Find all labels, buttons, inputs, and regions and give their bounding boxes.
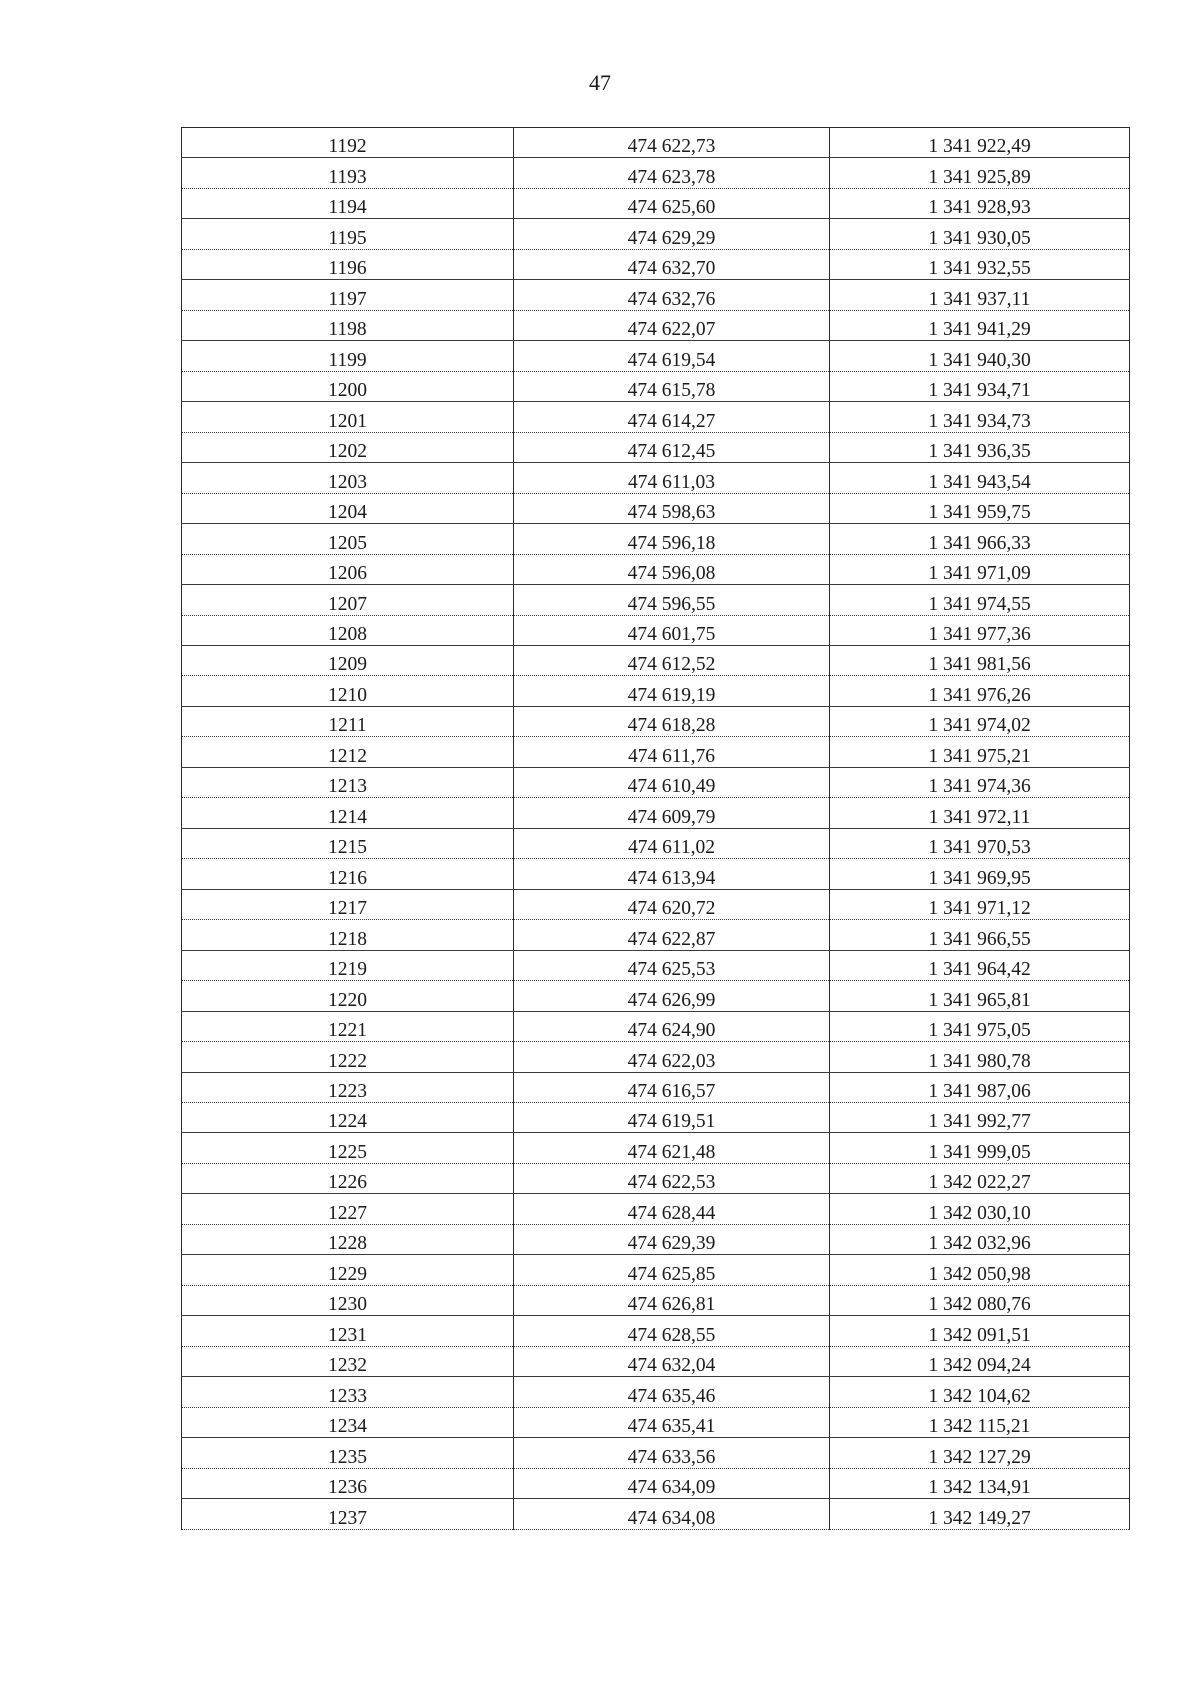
y-coordinate-cell: 1 341 959,75 [830, 493, 1130, 523]
x-coordinate-cell: 474 622,07 [514, 310, 830, 340]
y-coordinate-cell: 1 341 928,93 [830, 188, 1130, 218]
point-number-cell: 1225 [182, 1133, 514, 1163]
y-coordinate-cell: 1 341 999,05 [830, 1133, 1130, 1163]
table-row [182, 767, 1130, 797]
x-coordinate-cell: 474 633,56 [514, 1438, 830, 1468]
table-row [182, 1163, 1130, 1193]
y-coordinate-cell: 1 341 970,53 [830, 828, 1130, 858]
y-coordinate-cell: 1 341 940,30 [830, 341, 1130, 371]
x-coordinate-cell: 474 626,81 [514, 1285, 830, 1315]
x-coordinate-cell: 474 616,57 [514, 1072, 830, 1102]
x-coordinate-cell: 474 609,79 [514, 798, 830, 828]
table-row [182, 554, 1130, 584]
y-coordinate-cell: 1 341 937,11 [830, 280, 1130, 310]
x-coordinate-cell: 474 615,78 [514, 371, 830, 401]
y-coordinate-cell: 1 341 992,77 [830, 1103, 1130, 1133]
point-number-cell: 1235 [182, 1438, 514, 1468]
point-number-cell: 1208 [182, 615, 514, 645]
point-number-cell: 1213 [182, 767, 514, 797]
y-coordinate-cell: 1 342 022,27 [830, 1163, 1130, 1193]
x-coordinate-cell: 474 635,46 [514, 1377, 830, 1407]
table-row [182, 128, 1130, 158]
y-coordinate-cell: 1 341 980,78 [830, 1042, 1130, 1072]
table-row [182, 1103, 1130, 1133]
x-coordinate-cell: 474 632,70 [514, 249, 830, 279]
point-number-cell: 1232 [182, 1346, 514, 1376]
x-coordinate-cell: 474 622,03 [514, 1042, 830, 1072]
table-row [182, 585, 1130, 615]
x-coordinate-cell: 474 611,76 [514, 737, 830, 767]
point-number-cell: 1229 [182, 1255, 514, 1285]
point-number-cell: 1218 [182, 920, 514, 950]
y-coordinate-cell: 1 342 115,21 [830, 1407, 1130, 1437]
point-number-cell: 1195 [182, 219, 514, 249]
x-coordinate-cell: 474 624,90 [514, 1011, 830, 1041]
y-coordinate-cell: 1 341 971,09 [830, 554, 1130, 584]
table-row [182, 463, 1130, 493]
point-number-cell: 1199 [182, 341, 514, 371]
table-row [182, 1499, 1130, 1529]
table-row [182, 1316, 1130, 1346]
table-row [182, 676, 1130, 706]
table-row [182, 1042, 1130, 1072]
point-number-cell: 1212 [182, 737, 514, 767]
x-coordinate-cell: 474 629,39 [514, 1224, 830, 1254]
y-coordinate-cell: 1 341 932,55 [830, 249, 1130, 279]
point-number-cell: 1205 [182, 524, 514, 554]
y-coordinate-cell: 1 341 925,89 [830, 158, 1130, 188]
table-row [182, 981, 1130, 1011]
table-row [182, 280, 1130, 310]
table-row [182, 889, 1130, 919]
point-number-cell: 1202 [182, 432, 514, 462]
x-coordinate-cell: 474 620,72 [514, 889, 830, 919]
y-coordinate-cell: 1 341 965,81 [830, 981, 1130, 1011]
table-row [182, 249, 1130, 279]
y-coordinate-cell: 1 342 050,98 [830, 1255, 1130, 1285]
table-row [182, 158, 1130, 188]
x-coordinate-cell: 474 626,99 [514, 981, 830, 1011]
table-row [182, 1438, 1130, 1468]
point-number-cell: 1210 [182, 676, 514, 706]
x-coordinate-cell: 474 632,76 [514, 280, 830, 310]
x-coordinate-cell: 474 596,55 [514, 585, 830, 615]
coordinates-table-body [182, 128, 1130, 1530]
x-coordinate-cell: 474 619,19 [514, 676, 830, 706]
y-coordinate-cell: 1 341 934,71 [830, 371, 1130, 401]
x-coordinate-cell: 474 629,29 [514, 219, 830, 249]
point-number-cell: 1223 [182, 1072, 514, 1102]
y-coordinate-cell: 1 341 964,42 [830, 950, 1130, 980]
y-coordinate-cell: 1 342 030,10 [830, 1194, 1130, 1224]
table-row [182, 219, 1130, 249]
x-coordinate-cell: 474 622,73 [514, 128, 830, 158]
point-number-cell: 1237 [182, 1499, 514, 1529]
y-coordinate-cell: 1 341 974,02 [830, 706, 1130, 736]
y-coordinate-cell: 1 342 080,76 [830, 1285, 1130, 1315]
point-number-cell: 1233 [182, 1377, 514, 1407]
point-number-cell: 1231 [182, 1316, 514, 1346]
x-coordinate-cell: 474 611,02 [514, 828, 830, 858]
x-coordinate-cell: 474 598,63 [514, 493, 830, 523]
point-number-cell: 1216 [182, 859, 514, 889]
table-row [182, 1407, 1130, 1437]
point-number-cell: 1234 [182, 1407, 514, 1437]
table-row [182, 706, 1130, 736]
x-coordinate-cell: 474 634,08 [514, 1499, 830, 1529]
coordinates-table [181, 127, 1130, 1530]
point-number-cell: 1217 [182, 889, 514, 919]
y-coordinate-cell: 1 341 936,35 [830, 432, 1130, 462]
x-coordinate-cell: 474 619,51 [514, 1103, 830, 1133]
table-row [182, 920, 1130, 950]
x-coordinate-cell: 474 613,94 [514, 859, 830, 889]
y-coordinate-cell: 1 342 134,91 [830, 1468, 1130, 1498]
y-coordinate-cell: 1 341 987,06 [830, 1072, 1130, 1102]
x-coordinate-cell: 474 612,52 [514, 645, 830, 675]
table-row [182, 371, 1130, 401]
point-number-cell: 1227 [182, 1194, 514, 1224]
y-coordinate-cell: 1 341 941,29 [830, 310, 1130, 340]
x-coordinate-cell: 474 628,44 [514, 1194, 830, 1224]
point-number-cell: 1224 [182, 1103, 514, 1133]
table-row [182, 1072, 1130, 1102]
x-coordinate-cell: 474 610,49 [514, 767, 830, 797]
x-coordinate-cell: 474 611,03 [514, 463, 830, 493]
point-number-cell: 1203 [182, 463, 514, 493]
x-coordinate-cell: 474 618,28 [514, 706, 830, 736]
point-number-cell: 1196 [182, 249, 514, 279]
point-number-cell: 1214 [182, 798, 514, 828]
point-number-cell: 1198 [182, 310, 514, 340]
point-number-cell: 1194 [182, 188, 514, 218]
y-coordinate-cell: 1 341 975,21 [830, 737, 1130, 767]
point-number-cell: 1222 [182, 1042, 514, 1072]
x-coordinate-cell: 474 625,60 [514, 188, 830, 218]
y-coordinate-cell: 1 341 971,12 [830, 889, 1130, 919]
x-coordinate-cell: 474 619,54 [514, 341, 830, 371]
x-coordinate-cell: 474 601,75 [514, 615, 830, 645]
table-row [182, 828, 1130, 858]
point-number-cell: 1211 [182, 706, 514, 736]
table-row [182, 1285, 1130, 1315]
table-row [182, 615, 1130, 645]
x-coordinate-cell: 474 623,78 [514, 158, 830, 188]
y-coordinate-cell: 1 341 966,33 [830, 524, 1130, 554]
x-coordinate-cell: 474 614,27 [514, 402, 830, 432]
table-row [182, 188, 1130, 218]
table-row [182, 645, 1130, 675]
table-row [182, 859, 1130, 889]
y-coordinate-cell: 1 342 127,29 [830, 1438, 1130, 1468]
x-coordinate-cell: 474 635,41 [514, 1407, 830, 1437]
table-row [182, 1194, 1130, 1224]
point-number-cell: 1192 [182, 128, 514, 158]
point-number-cell: 1215 [182, 828, 514, 858]
x-coordinate-cell: 474 625,53 [514, 950, 830, 980]
point-number-cell: 1220 [182, 981, 514, 1011]
table-row [182, 1377, 1130, 1407]
table-row [182, 493, 1130, 523]
table-row [182, 798, 1130, 828]
table-row [182, 524, 1130, 554]
y-coordinate-cell: 1 341 969,95 [830, 859, 1130, 889]
y-coordinate-cell: 1 341 977,36 [830, 615, 1130, 645]
y-coordinate-cell: 1 341 974,36 [830, 767, 1130, 797]
page-number: 47 [589, 70, 611, 95]
y-coordinate-cell: 1 342 094,24 [830, 1346, 1130, 1376]
point-number-cell: 1200 [182, 371, 514, 401]
y-coordinate-cell: 1 341 934,73 [830, 402, 1130, 432]
table-row [182, 310, 1130, 340]
y-coordinate-cell: 1 341 974,55 [830, 585, 1130, 615]
y-coordinate-cell: 1 341 966,55 [830, 920, 1130, 950]
table-row [182, 950, 1130, 980]
y-coordinate-cell: 1 342 149,27 [830, 1499, 1130, 1529]
table-row [182, 432, 1130, 462]
table-row [182, 1133, 1130, 1163]
y-coordinate-cell: 1 341 981,56 [830, 645, 1130, 675]
point-number-cell: 1221 [182, 1011, 514, 1041]
y-coordinate-cell: 1 341 930,05 [830, 219, 1130, 249]
table-row [182, 737, 1130, 767]
point-number-cell: 1219 [182, 950, 514, 980]
x-coordinate-cell: 474 596,08 [514, 554, 830, 584]
x-coordinate-cell: 474 596,18 [514, 524, 830, 554]
x-coordinate-cell: 474 632,04 [514, 1346, 830, 1376]
point-number-cell: 1201 [182, 402, 514, 432]
table-row [182, 1224, 1130, 1254]
point-number-cell: 1209 [182, 645, 514, 675]
y-coordinate-cell: 1 341 943,54 [830, 463, 1130, 493]
x-coordinate-cell: 474 634,09 [514, 1468, 830, 1498]
table-row [182, 1255, 1130, 1285]
y-coordinate-cell: 1 341 975,05 [830, 1011, 1130, 1041]
point-number-cell: 1193 [182, 158, 514, 188]
x-coordinate-cell: 474 612,45 [514, 432, 830, 462]
x-coordinate-cell: 474 622,87 [514, 920, 830, 950]
y-coordinate-cell: 1 341 922,49 [830, 128, 1130, 158]
x-coordinate-cell: 474 622,53 [514, 1163, 830, 1193]
y-coordinate-cell: 1 341 976,26 [830, 676, 1130, 706]
table-row [182, 1011, 1130, 1041]
point-number-cell: 1228 [182, 1224, 514, 1254]
y-coordinate-cell: 1 342 104,62 [830, 1377, 1130, 1407]
point-number-cell: 1204 [182, 493, 514, 523]
x-coordinate-cell: 474 628,55 [514, 1316, 830, 1346]
point-number-cell: 1206 [182, 554, 514, 584]
point-number-cell: 1207 [182, 585, 514, 615]
table-row [182, 1468, 1130, 1498]
table-row [182, 341, 1130, 371]
y-coordinate-cell: 1 342 032,96 [830, 1224, 1130, 1254]
x-coordinate-cell: 474 625,85 [514, 1255, 830, 1285]
point-number-cell: 1230 [182, 1285, 514, 1315]
point-number-cell: 1236 [182, 1468, 514, 1498]
y-coordinate-cell: 1 342 091,51 [830, 1316, 1130, 1346]
point-number-cell: 1226 [182, 1163, 514, 1193]
x-coordinate-cell: 474 621,48 [514, 1133, 830, 1163]
table-row [182, 402, 1130, 432]
table-row [182, 1346, 1130, 1376]
y-coordinate-cell: 1 341 972,11 [830, 798, 1130, 828]
point-number-cell: 1197 [182, 280, 514, 310]
